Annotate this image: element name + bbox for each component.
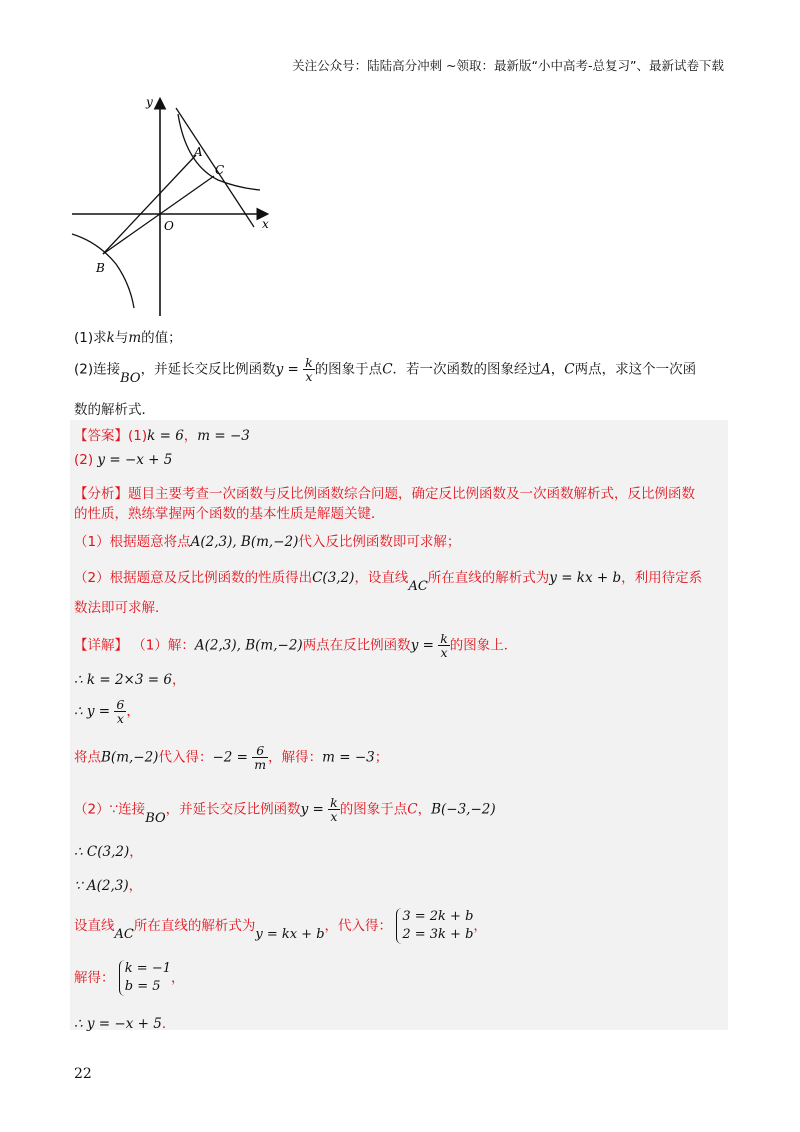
detail-line-10: ∴ y = −x + 5． (74, 1016, 176, 1032)
x-axis-label: x (262, 217, 269, 231)
system-of-equations-1: 3 = 2k + b 2 = 3k + b (396, 908, 473, 944)
hyperbola-branch-1 (178, 114, 260, 190)
analysis-step-2-line-2: 数法即可求解． (74, 600, 169, 616)
detail-line-7: ∵ A(2,3)， (74, 878, 143, 894)
analysis-step-2: （2）根据题意及反比例函数的性质得出C(3,2)，设直线AC所在直线的解析式为y = kx + b，利用待定系 (74, 570, 703, 594)
point-a-label: A (194, 145, 203, 159)
y-axis-label: y (146, 95, 153, 109)
question-2-line-2: 数的解析式． (74, 402, 155, 418)
question-2: (2)连接BO，并延长交反比例函数y = $\frac{k}{x}$ 的图象于点C．若一次函数的图象经过A，C两点，求这个一次函 (74, 355, 697, 386)
analysis-line-1: 【分析】题目主要考查一次函数与反比例函数综合问题，确定反比例函数及一次函数解析式，反比例函数 (74, 486, 695, 502)
answer-line-1: 【答案】(1)k = 6，m = −3 (74, 428, 250, 444)
point-b-label: B (96, 261, 105, 275)
system-of-equations-2: k = −1 b = 5 (119, 960, 171, 996)
detail-line-4: 将点B(m,−2)代入得：−2 = $\frac{6}{m}$ ，解得：m = −3； (74, 743, 389, 772)
detail-line-1: 【详解】 （1）解：A(2,3), B(m,−2)两点在反比例函数y = $\frac{k}{x}$ 的图象上． (74, 631, 518, 660)
answer-line-2: (2) y = −x + 5 (74, 452, 173, 468)
detail-line-9: 解得： k = −1 b = 5 ， (74, 961, 185, 994)
detail-line-2: ∴ k = 2×3 = 6， (74, 672, 186, 688)
page-number: 22 (74, 1066, 92, 1082)
question-1: (1)求k与m的值； (74, 330, 182, 346)
detail-line-5: （2）∵连接BO，并延长交反比例函数y = $\frac{k}{x}$ 的图象于点C，B(−3,−2) (74, 795, 496, 826)
segment-bc (103, 176, 214, 254)
detail-line-8: 设直线AC所在直线的解析式为y = kx + b，代入得： 3 = 2k + b 2 = 3k + b ， (74, 909, 487, 942)
detail-line-6: ∴ C(3,2)， (74, 844, 143, 860)
analysis-step-1: （1）根据题意将点A(2,3), B(m,−2)代入反比例函数即可求解； (74, 534, 461, 550)
analysis-line-2: 的性质，熟练掌握两个函数的基本性质是解题关键． (74, 506, 385, 522)
page-header: 关注公众号：陆陆高分冲刺 ~领取：最新版“小中高考-总复习”、最新试卷下载 (292, 58, 724, 73)
origin-label: O (164, 219, 174, 233)
coordinate-figure (68, 94, 278, 320)
segment-ab (103, 155, 196, 254)
detail-line-3: ∴ y = $\frac{6}{x}$ ， (74, 697, 140, 726)
point-c-label: C (215, 163, 225, 177)
